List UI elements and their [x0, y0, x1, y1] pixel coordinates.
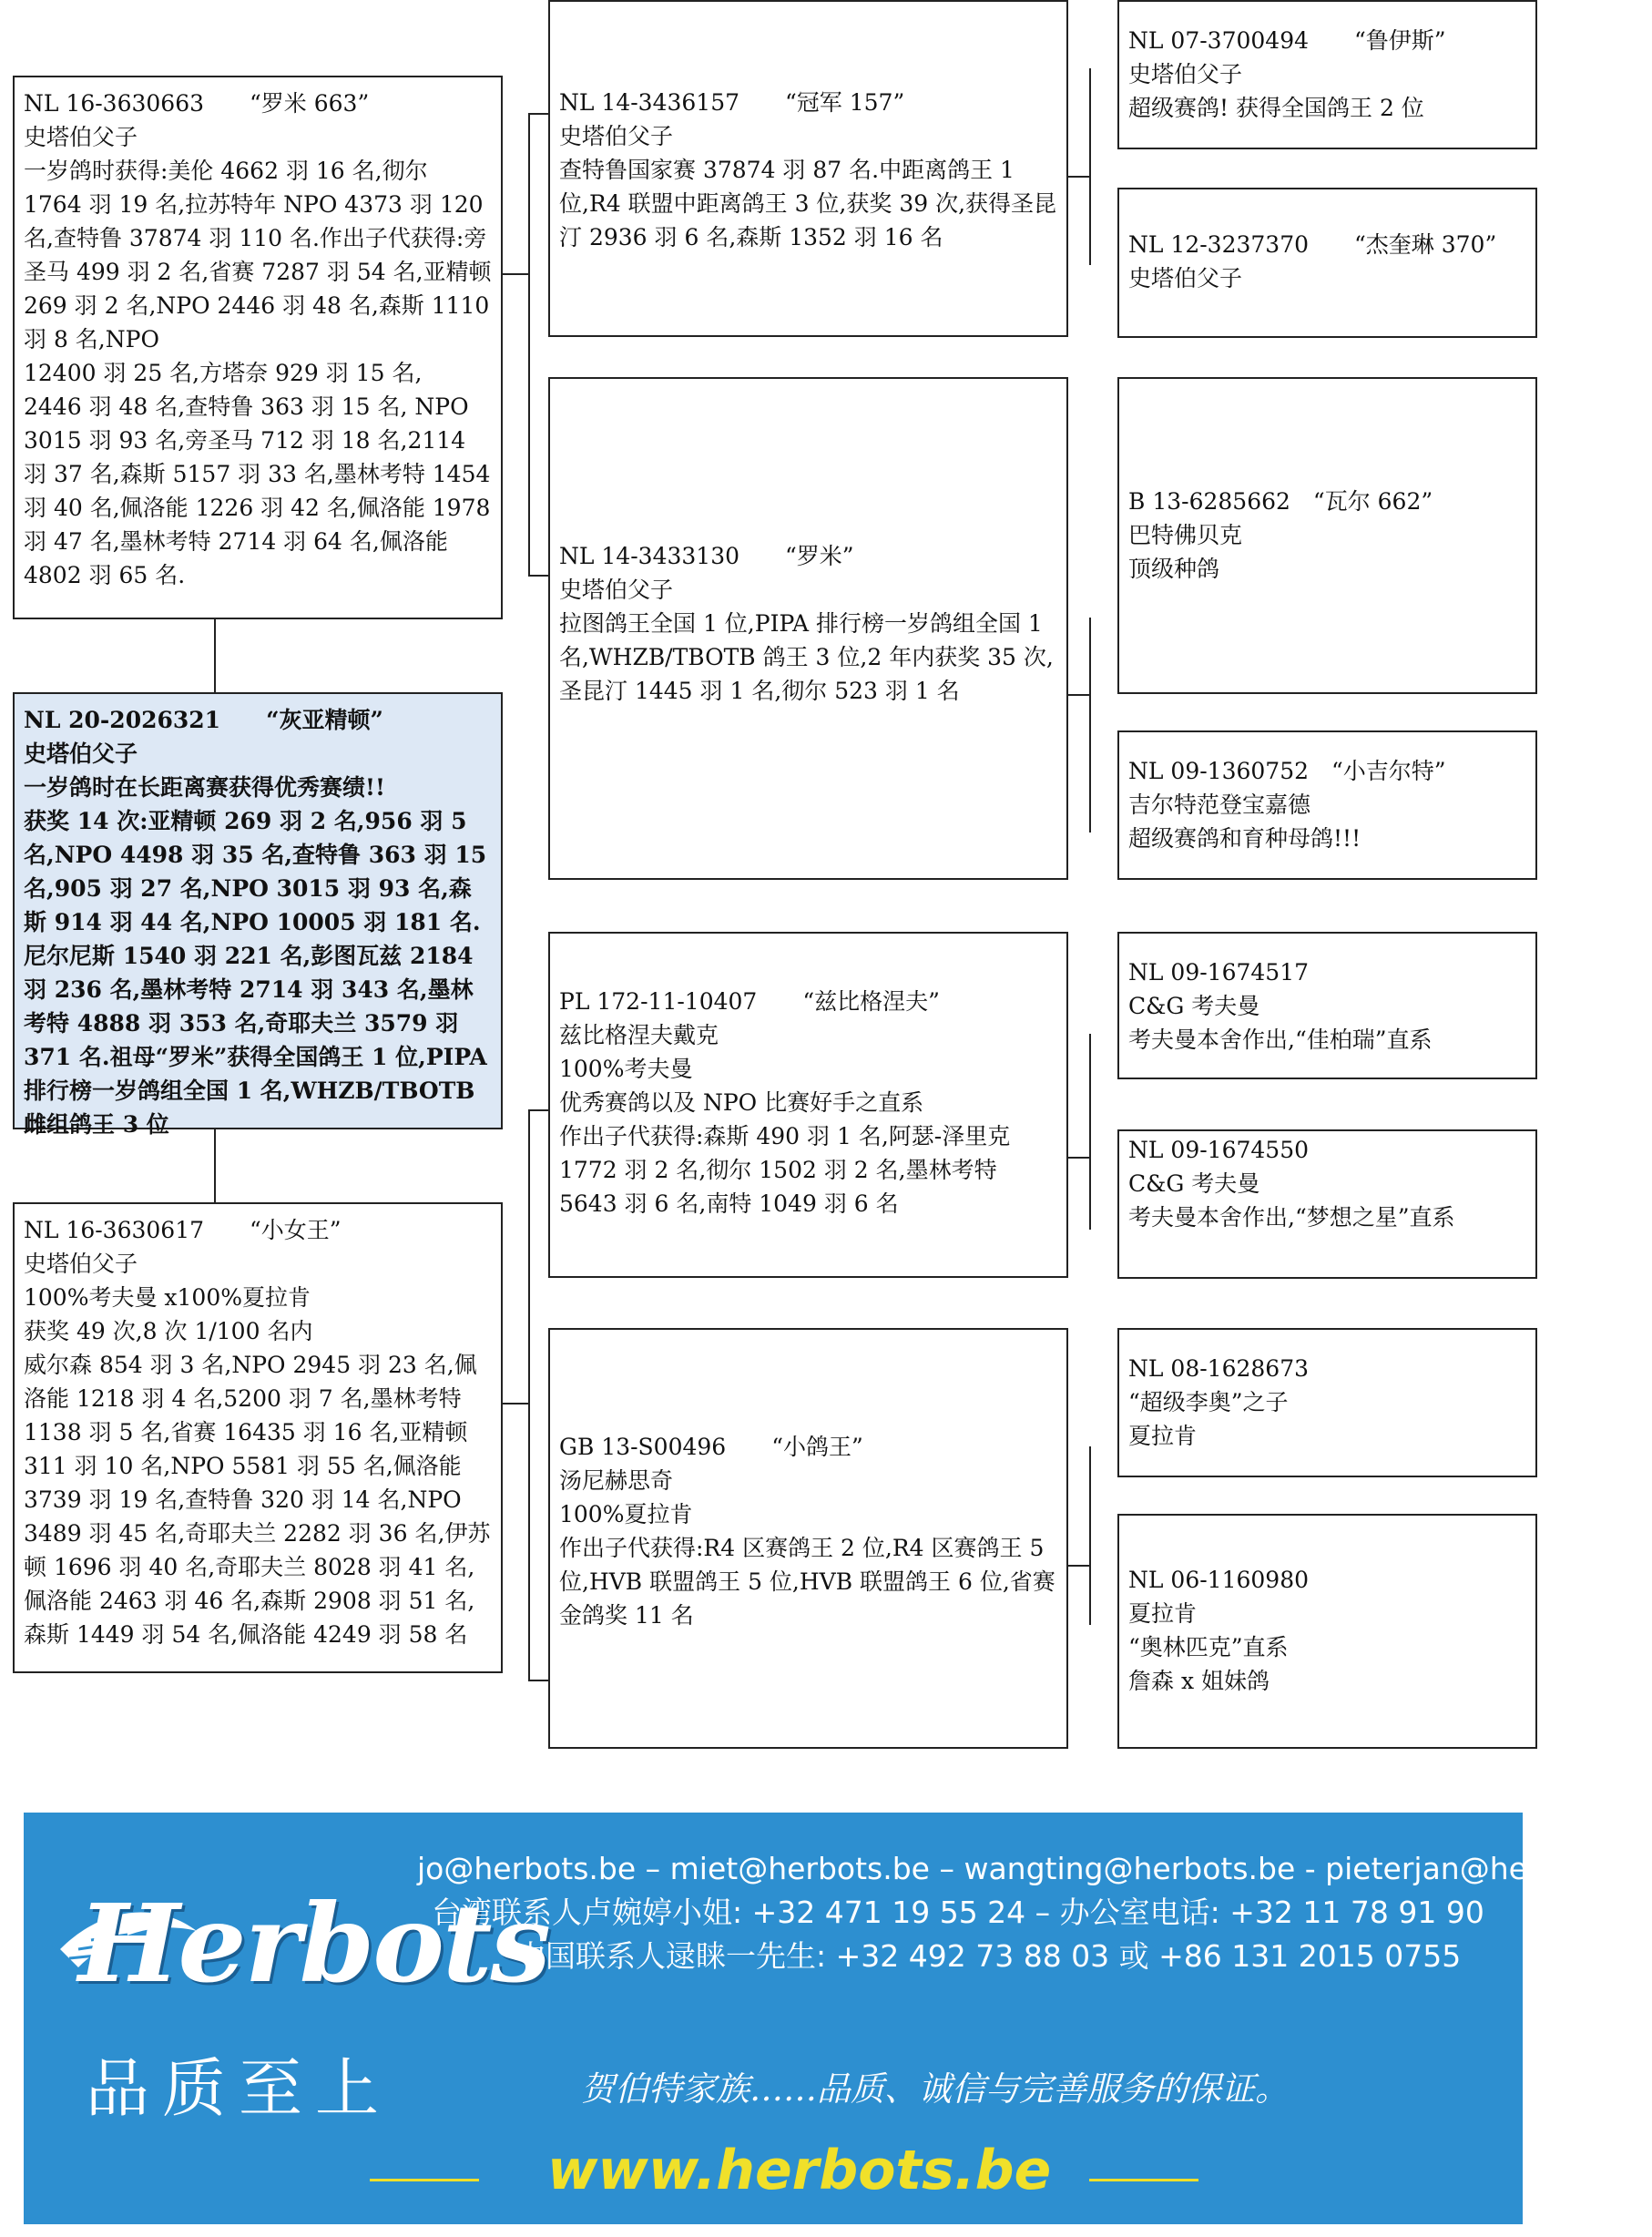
connector-dam-bracket [502, 1403, 529, 1405]
connector-to-sd [528, 575, 548, 577]
connector-ss-h [1067, 176, 1089, 178]
sire-line-3: 一岁鸽时获得:美伦 4662 羽 16 名,彻尔 1764 羽 19 名,拉苏特年 NPO 4373 羽 120 名,查特鲁 37874 羽 110 名.作出子代获得:旁圣马 499 羽 2 名,省赛 7287 羽 54 名,亚精顿 269 羽 2 名,NPO 2446 羽 48 名,森斯 1110 羽 8 名,NPO [24, 158, 499, 352]
g3-8-line-3: “奥林匹克”直系 [1128, 1634, 1289, 1660]
g3-1-line-1: NL 07-3700494 “鲁伊斯” [1128, 27, 1446, 54]
g3-box-5 [1117, 932, 1537, 1079]
g3-3-line-1: B 13-6285662 “瓦尔 662” [1128, 488, 1433, 515]
g3-3-line-3: 顶级种鸽 [1128, 556, 1220, 582]
g3-5-line-2: C&G 考夫曼 [1128, 993, 1260, 1019]
g3-box-1 [1117, 0, 1537, 149]
subject-line-1: NL 20-2026321 “灰亚精顿” [24, 707, 383, 733]
china-contact: 中国联系人逯睐一先生: +32 492 73 88 03 或 +86 131 2015 0755 [515, 1938, 1462, 1974]
dam-dam-line-2: 汤尼赫思奇 [559, 1467, 674, 1494]
subject-line-3: 一岁鸽时在长距离赛获得优秀赛绩!! [24, 774, 385, 801]
g3-7-line-3: 夏拉肯 [1128, 1423, 1198, 1449]
connector-sd-v [1089, 618, 1091, 832]
slogan: 品质至上 [86, 2051, 392, 2126]
tagline: 贺伯特家族……品质、诚信与完善服务的保证。 [581, 2069, 1289, 2109]
subject-line-4: 获奖 14 次:亚精顿 269 羽 2 名,956 羽 5 名,NPO 4498 羽 35 名,查特鲁 363 羽 15 名,905 羽 27 名,NPO 3015 羽 93 名,森斯 914 羽 44 名,NPO 10005 羽 181 名.尼尔尼斯 1540 羽 221 名,彭图瓦兹 2184 羽 236 名,墨林考特 2714 羽 343 名,墨林考特 4888 羽 353 名,奇耶夫兰 3579 羽 371 名.祖母“罗米”获得全国鸽王 1 位,PIPA 排行榜一岁鸽组全国 1 名,WHZB/TBOTB 雌组鸽王 3 位 [24, 808, 495, 1138]
g3-7-line-1: NL 08-1628673 [1128, 1355, 1310, 1382]
dam-dam-box [548, 1328, 1068, 1749]
g3-8-line-2: 夏拉肯 [1128, 1600, 1198, 1627]
connector-to-ds [528, 1109, 548, 1111]
sire-line-5: 2446 羽 48 名,查特鲁 363 羽 15 名, NPO 3015 羽 93 名,旁圣马 712 羽 18 名,2114 羽 37 名,森斯 5157 羽 33 名,墨林考特 1454 羽 40 名,佩洛能 1226 羽 42 名,佩洛能 1978 羽 47 名,墨林考特 2714 羽 64 名,佩洛能 4802 羽 65 名. [24, 393, 498, 588]
g3-6-line-3: 考夫曼本舍作出,“梦想之星”直系 [1128, 1204, 1455, 1231]
g3-6-line-1: NL 09-1674550 [1128, 1137, 1310, 1163]
dam-sire-line-3: 100%考夫曼 [559, 1056, 693, 1082]
dam-line-2: 史塔伯父子 [24, 1251, 138, 1277]
sire-dam-line-1: NL 14-3433130 “罗米” [559, 543, 854, 569]
logo-wordmark: Herbots [78, 1880, 549, 2007]
connector-ss-v [1089, 68, 1091, 265]
g3-1-line-2: 史塔伯父子 [1128, 61, 1243, 87]
g3-1-line-3: 超级赛鸽! 获得全国鸽王 2 位 [1128, 95, 1424, 121]
subject-line-2: 史塔伯父子 [24, 741, 138, 767]
g3-8-line-1: NL 06-1160980 [1128, 1567, 1310, 1593]
sire-line-1: NL 16-3630663 “罗米 663” [24, 90, 370, 117]
connector-dd-v [1089, 1446, 1091, 1625]
sire-sire-line-3: 查特鲁国家赛 37874 羽 87 名.中距离鸽王 1 位,R4 联盟中距离鸽王 3 位,获奖 39 次,获得圣昆汀 2936 羽 6 名,森斯 1352 羽 16 名 [559, 157, 1057, 250]
subject-box [13, 692, 503, 1138]
g3-box-3 [1117, 377, 1537, 694]
sire-line-4: 12400 羽 25 名,方塔奈 929 羽 15 名, [24, 360, 423, 386]
dam-sire-line-2: 兹比格涅夫戴克 [559, 1022, 719, 1048]
sire-sire-line-1: NL 14-3436157 “冠军 157” [559, 89, 905, 116]
connector-dd-h [1067, 1565, 1089, 1567]
g3-4-line-1: NL 09-1360752 “小吉尔特” [1128, 758, 1446, 784]
connector-sire-subject [214, 619, 216, 692]
g3-6-line-2: C&G 考夫曼 [1128, 1170, 1260, 1197]
g3-2-line-2: 史塔伯父子 [1128, 265, 1243, 291]
g3-4-line-3: 超级赛鸽和育种母鸽!!! [1128, 825, 1361, 852]
g3-2-line-1: NL 12-3237370 “杰奎琳 370” [1128, 231, 1497, 258]
g3-4-line-2: 吉尔特范登宝嘉德 [1128, 792, 1311, 818]
g3-box-8 [1117, 1514, 1537, 1749]
herbots-banner [24, 1813, 1652, 2224]
sire-box [13, 76, 503, 619]
g3-3-line-2: 巴特佛贝克 [1128, 522, 1243, 548]
g3-5-line-3: 考夫曼本舍作出,“佳柏瑞”直系 [1128, 1027, 1433, 1053]
connector-sire-bracket-v [528, 113, 530, 576]
sire-line-2: 史塔伯父子 [24, 124, 138, 150]
left-rule [370, 2179, 479, 2181]
connector-ds-h [1067, 1157, 1089, 1159]
g3-box-7 [1117, 1328, 1537, 1477]
connector-dam-bracket-v [528, 1109, 530, 1680]
dam-line-1: NL 16-3630617 “小女王” [24, 1217, 342, 1243]
email-list[interactable]: jo@herbots.be – miet@herbots.be – wangting@herbots.be - pieterjan@herbots.be [417, 1851, 1652, 1886]
dam-sire-box [548, 932, 1068, 1278]
sire-sire-box [548, 0, 1068, 337]
sire-dam-line-3: 拉图鸽王全国 1 位,PIPA 排行榜一岁鸽组全国 1 名,WHZB/TBOTB 鸽王 3 位,2 年内获奖 35 次,圣昆汀 1445 羽 1 名,彻尔 523 羽 1 名 [559, 610, 1054, 704]
dam-box [13, 1202, 503, 1673]
dam-line-3: 100%考夫曼 x100%夏拉肯 [24, 1284, 311, 1311]
dam-dam-line-3: 100%夏拉肯 [559, 1501, 693, 1527]
sire-sire-line-2: 史塔伯父子 [559, 123, 674, 149]
dam-dam-line-4: 作出子代获得:R4 区赛鸽王 2 位,R4 区赛鸽王 5 位,HVB 联盟鸽王 5 位,HVB 联盟鸽王 6 位,省赛金鸽奖 11 名 [559, 1535, 1055, 1629]
sire-dam-box [548, 377, 1068, 880]
taiwan-contact: 台湾联系人卢婉婷小姐: +32 471 19 55 24 – 办公室电话: +32 11 78 91 90 [432, 1895, 1484, 1930]
dam-dam-line-1: GB 13-S00496 “小鸽王” [559, 1434, 863, 1460]
sire-dam-line-2: 史塔伯父子 [559, 577, 674, 603]
dam-sire-line-1: PL 172-11-10407 “兹比格涅夫” [559, 988, 940, 1015]
dam-sire-line-4: 优秀赛鸽以及 NPO 比赛好手之直系 [559, 1089, 924, 1116]
connector-to-dd [528, 1680, 548, 1681]
connector-sire-bracket [502, 273, 529, 275]
connector-sd-h [1067, 694, 1089, 696]
dam-sire-line-5: 作出子代获得:森斯 490 羽 1 名,阿瑟-泽里克 1772 羽 2 名,彻尔 1502 羽 2 名,墨林考特 5643 羽 6 名,南特 1049 羽 6 名 [559, 1123, 1018, 1217]
dam-line-4: 获奖 49 次,8 次 1/100 名内 [24, 1318, 313, 1344]
g3-5-line-1: NL 09-1674517 [1128, 959, 1310, 986]
connector-ds-v [1089, 1034, 1091, 1230]
website-link[interactable]: www.herbots.be [547, 2139, 1052, 2202]
g3-8-line-4: 詹森 x 姐妹鸽 [1128, 1668, 1270, 1694]
g3-box-6 [1117, 1129, 1537, 1279]
right-rule [1089, 2179, 1198, 2181]
dam-line-5: 威尔森 854 羽 3 名,NPO 2945 羽 23 名,佩洛能 1218 羽 4 名,5200 羽 7 名,墨林考特 1138 羽 5 名,省赛 16435 羽 16 名,亚精顿 311 羽 10 名,NPO 5581 羽 55 名,佩洛能 3739 羽 19 名,查特鲁 320 羽 14 名,NPO 3489 羽 45 名,奇耶夫兰 2282 羽 36 名,伊苏顿 1696 羽 40 名,奇耶夫兰 8028 羽 41 名,佩洛能 2463 羽 46 名,森斯 2908 羽 51 名,森斯 1449 羽 54 名,佩洛能 4249 羽 58 名 [24, 1352, 491, 1648]
g3-box-4 [1117, 730, 1537, 880]
g3-7-line-2: “超级李奥”之子 [1128, 1389, 1289, 1415]
g3-box-2 [1117, 188, 1537, 338]
connector-to-ss [528, 113, 548, 115]
